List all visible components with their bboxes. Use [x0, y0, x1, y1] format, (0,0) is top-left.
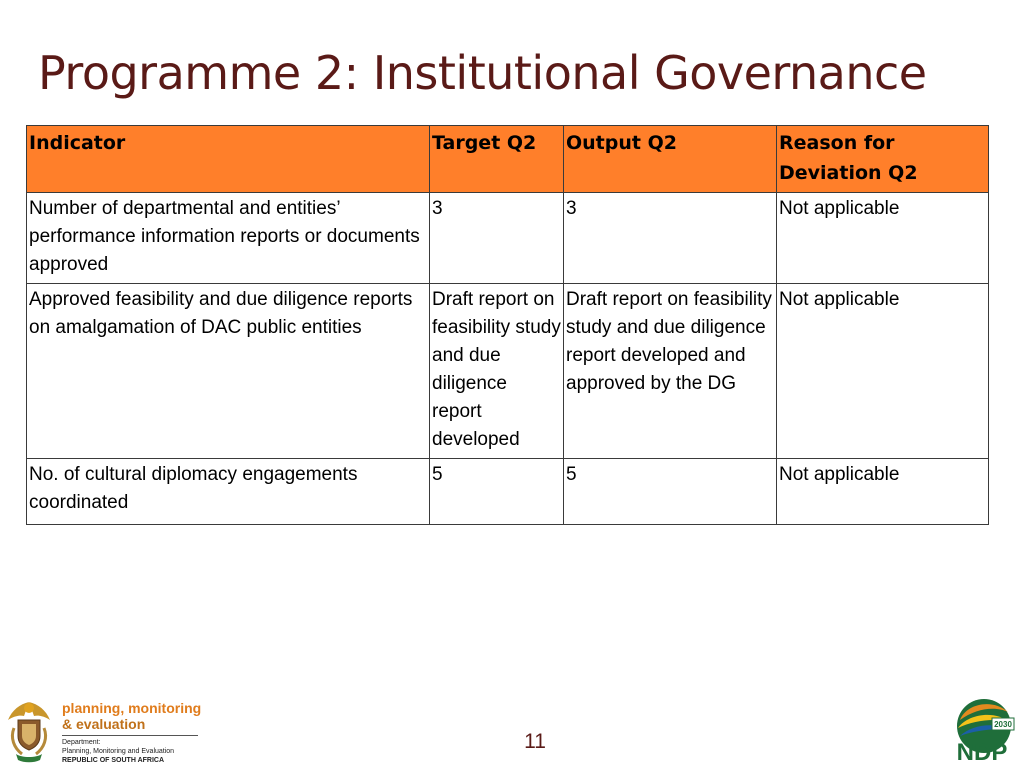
cell-target: 5: [430, 459, 564, 525]
table-row: [27, 193, 989, 284]
dpme-text-block: [62, 700, 207, 765]
dpme-dept-label: Department:: [62, 739, 101, 746]
governance-table: [26, 125, 989, 525]
cell-output: 5: [564, 459, 777, 525]
slide-title: Programme 2: Institutional Governance: [38, 46, 927, 100]
coat-of-arms-icon: [4, 698, 54, 764]
dpme-logo: [2, 698, 207, 766]
cell-indicator: No. of cultural diplomacy engagements coordinated: [27, 459, 430, 525]
cell-reason: Not applicable: [777, 193, 989, 284]
cell-indicator: Number of departmental and entities’ performance information reports or documents approved: [27, 193, 430, 284]
dpme-tagline-line2: & evaluation: [62, 716, 146, 732]
table-header-row: [27, 126, 989, 193]
dpme-country: REPUBLIC OF SOUTH AFRICA: [62, 757, 165, 764]
cell-target: 3: [430, 193, 564, 284]
ndp-text: NDP: [956, 739, 1008, 762]
dpme-divider: [62, 735, 198, 736]
header-reason: Reason for Deviation Q2: [777, 126, 989, 193]
table-row: [27, 284, 989, 459]
cell-target: Draft report on feasibility study and due diligence report developed: [430, 284, 564, 459]
dpme-tagline-line1: planning, monitoring: [62, 700, 202, 716]
header-output: Output Q2: [564, 126, 777, 193]
dpme-dept-name: Planning, Monitoring and Evaluation: [62, 748, 175, 755]
header-target: Target Q2: [430, 126, 564, 193]
cell-reason: Not applicable: [777, 459, 989, 525]
ndp-2030-logo-icon: [946, 696, 1018, 762]
cell-output: 3: [564, 193, 777, 284]
cell-indicator: Approved feasibility and due diligence reports on amalgamation of DAC public entities: [27, 284, 430, 459]
ndp-year-text: 2030: [994, 720, 1012, 729]
header-indicator: Indicator: [27, 126, 430, 193]
cell-output: Draft report on feasibility study and due diligence report developed and approved by the DG: [564, 284, 777, 459]
cell-reason: Not applicable: [777, 284, 989, 459]
page-number: 11: [524, 730, 546, 753]
table-row: [27, 459, 989, 525]
